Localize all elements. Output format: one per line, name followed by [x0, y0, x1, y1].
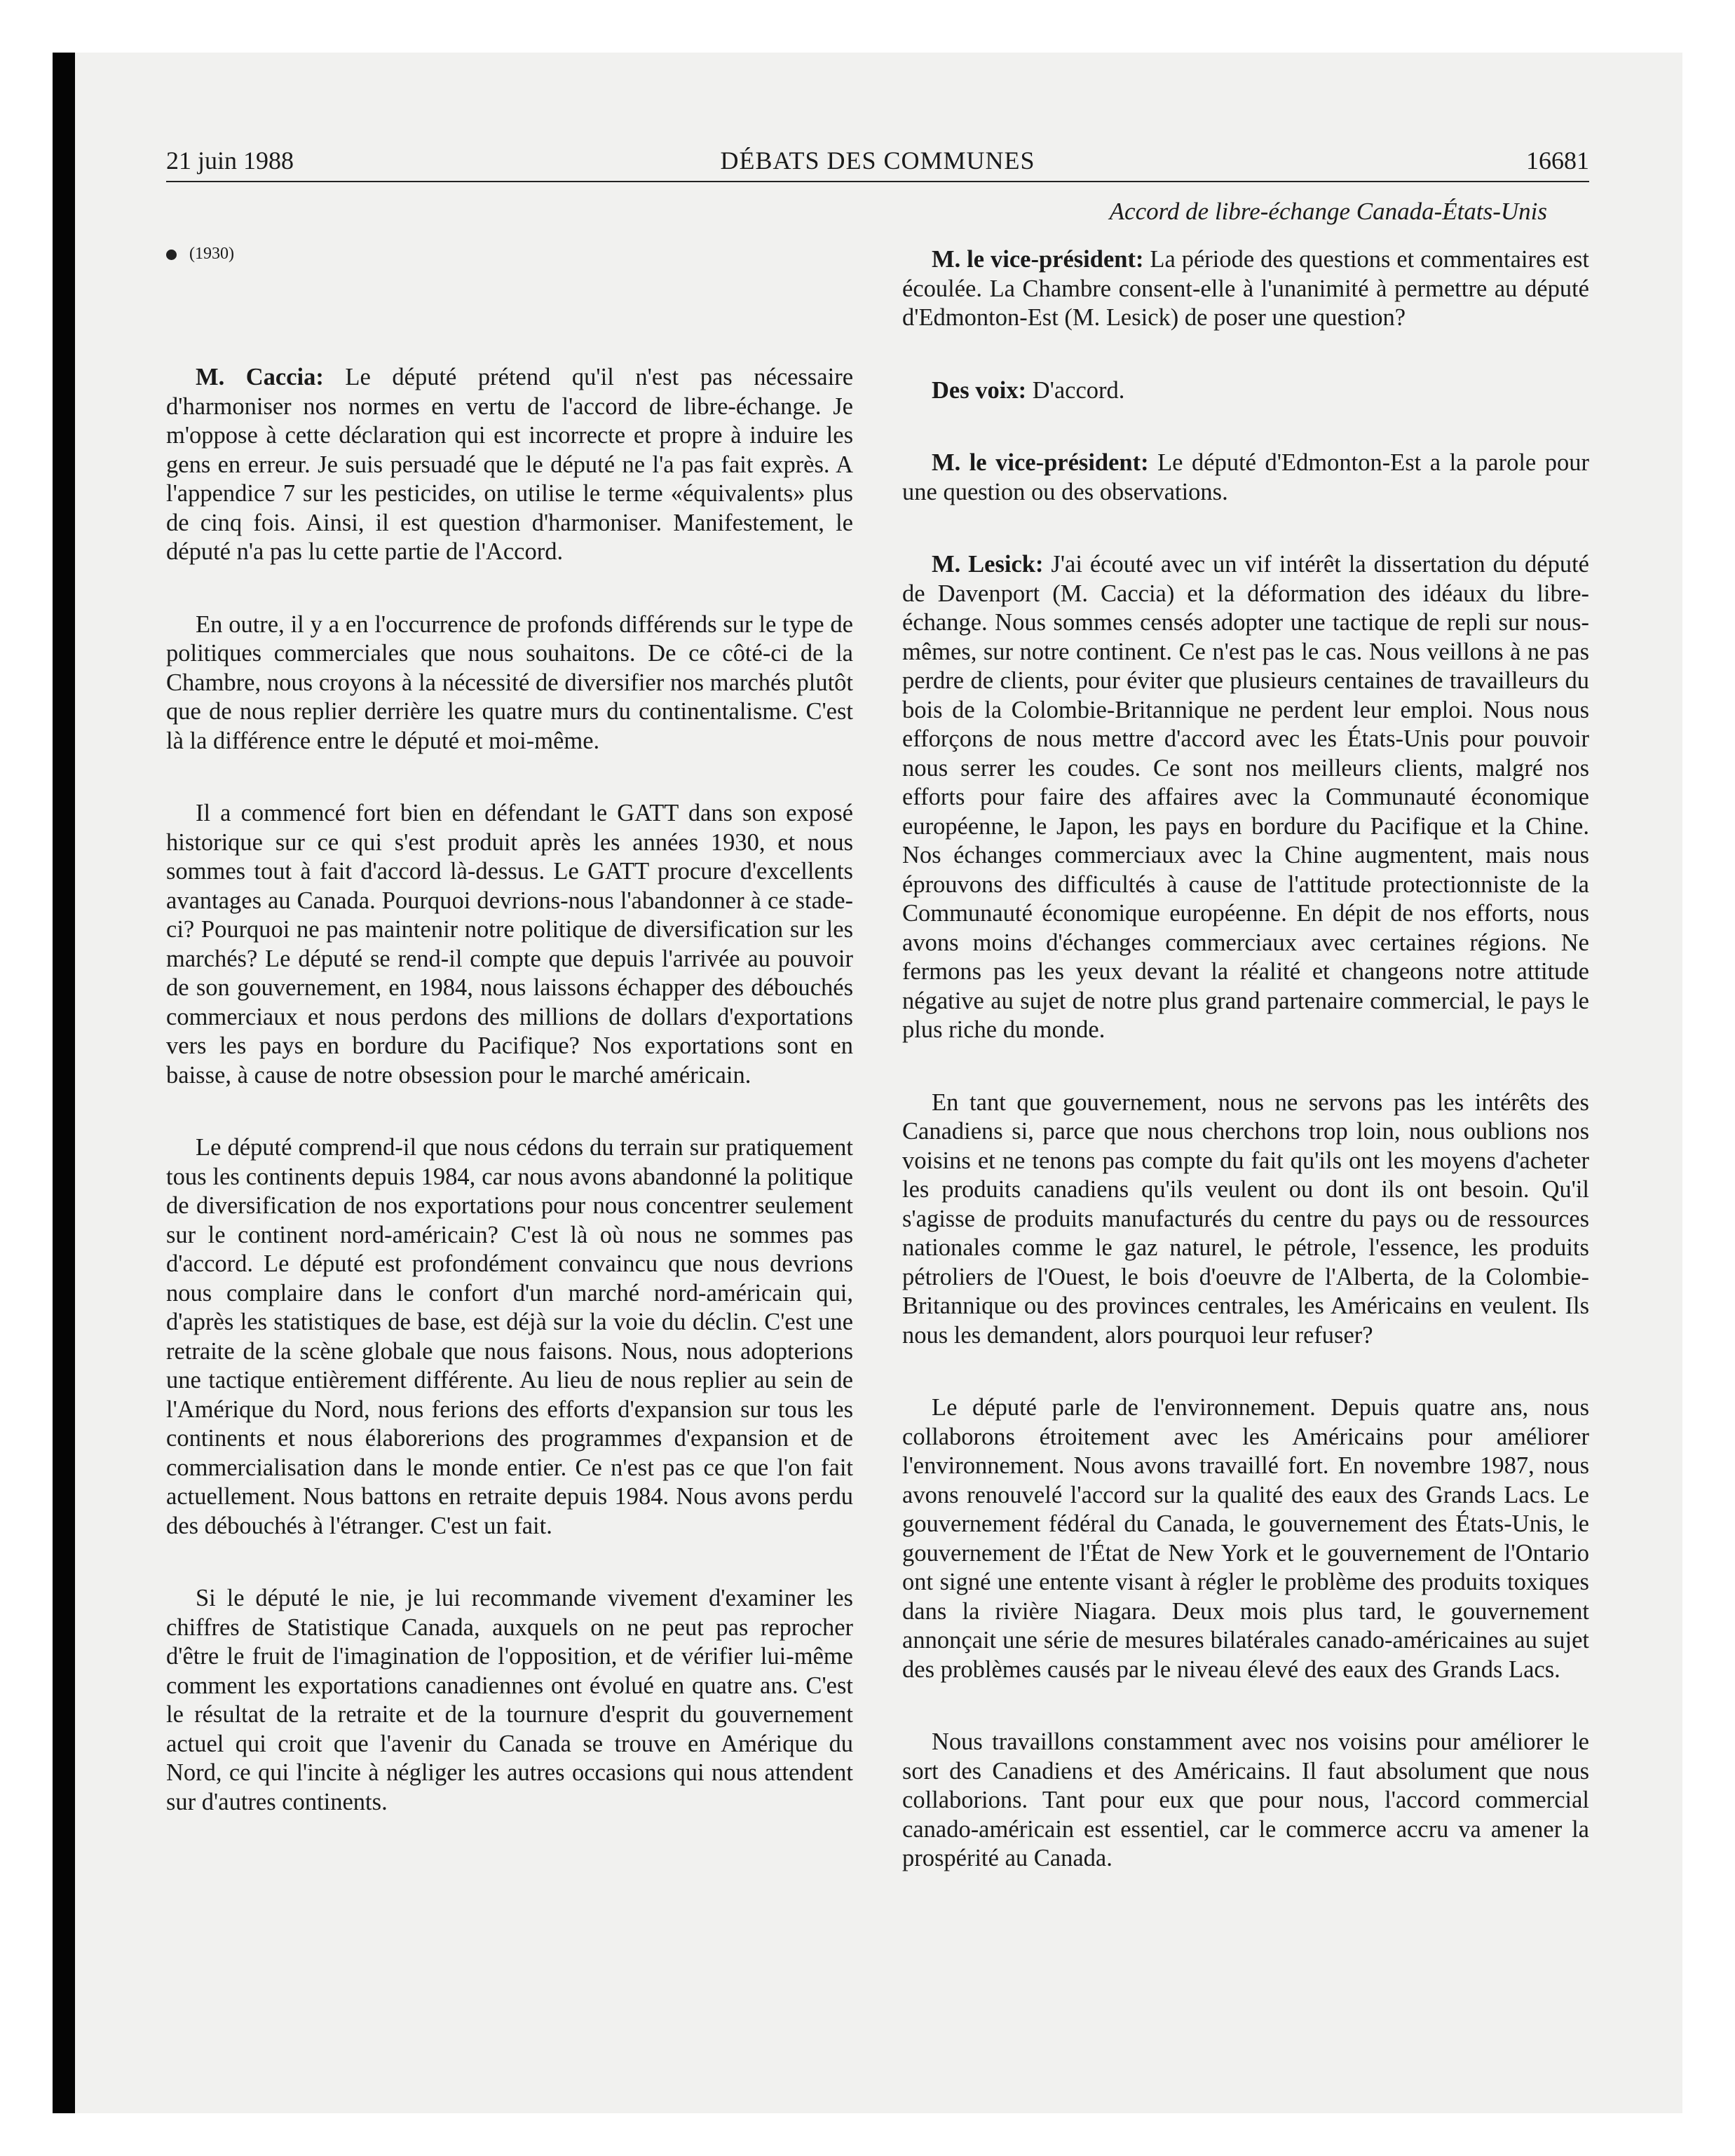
paragraph-text: La période des questions et commentaires est écoulée. La Chambre consent-elle à l'unanimité à permettre au député d'Edmonton-Est (M. Lesick) de poser une question?: [902, 246, 1589, 331]
paragraph: [902, 376, 1589, 406]
paragraph-text: Si le député le nie, je lui recommande vivement d'examiner les chiffres de Statistique Canada, auxquels on ne peut pas reprocher d'être le fruit de l'imagination de l'opposition, et de vérifier lui-même comment les exportations canadiennes ont évolué en quatre ans. C'est le résultat de la retraite et de la tournure d'esprit du gouvernement actuel qui croit que l'avenir du Canada se trouve en Amérique du Nord, ce qui l'incite à négliger les autres occasions qui nous attendent sur d'autres continents.: [166, 1585, 853, 1815]
paragraph: [902, 550, 1589, 1045]
paragraph: [166, 1584, 853, 1817]
header-date: 21 juin 1988: [166, 146, 294, 175]
bullet-icon: [166, 250, 177, 260]
page-number: 16681: [1526, 146, 1589, 175]
paragraph: [902, 1089, 1589, 1351]
section-title: Accord de libre-échange Canada-États-Unis: [1109, 198, 1547, 225]
paragraph: [902, 1728, 1589, 1874]
page-header: [166, 144, 1589, 182]
paragraph-text: J'ai écouté avec un vif intérêt la dissertation du député de Davenport (M. Caccia) et la déformation des idéaux du libre-échange. Nous sommes censés adopter une tactique de repli sur nous-mêmes, sur notre continent. Ce n'est pas le cas. Nous veillons à ne pas perdre de clients, pour éviter que plusieurs centaines de travailleurs du bois de la Colombie-Britannique ne perdent leur emploi. Nous nous efforçons de nous mettre d'accord avec les États-Unis pour pouvoir nous serrer les coudes. Ce sont nos meilleurs clients, malgré nos efforts pour faire des affaires avec la Communauté économique européenne, le Japon, les pays en bordure du Pacifique et la Chine. Nos échanges commerciaux avec la Chine augmentent, mais nous éprouvons des difficultés à cause de l'attitude protectionniste de la Communauté économique européenne. En dépit de nos efforts, nous avons moins d'échanges commerciaux avec certaines régions. Ne fermons pas les yeux devant la réalité et changeons notre attitude négative au sujet de notre plus grand partenaire commercial, le pays le plus riche du monde.: [902, 551, 1589, 1043]
binding-edge: [53, 53, 75, 2113]
right-column: [902, 196, 1589, 1874]
timestamp-text: (1930): [189, 245, 234, 263]
paragraph: [902, 1393, 1589, 1684]
paragraph: [902, 449, 1589, 507]
speaker-name: M. le vice-président:: [932, 449, 1149, 476]
paragraph-text: Le député parle de l'environnement. Depuis quatre ans, nous collaborons étroitement avec les Américains pour améliorer l'environnement. Nous avons travaillé fort. En novembre 1987, nous avons renouvelé l'accord sur la qualité des eaux des Grands Lacs. Le gouvernement fédéral du Canada, le gouvernement des États-Unis, le gouvernement de l'État de New York et le gouvernement de l'Ontario ont signé une entente visant à régler le problème des produits toxiques dans la rivière Niagara. Deux mois plus tard, le gouvernement annonçait une série de mesures bilatérales canado-américaines au sujet des problèmes causés par le niveau élevé des eaux des Grands Lacs.: [902, 1394, 1589, 1683]
header-title: DÉBATS DES COMMUNES: [720, 146, 1035, 175]
paragraph-text: Le député prétend qu'il n'est pas nécessaire d'harmoniser nos normes en vertu de l'accord de libre-échange. Je m'oppose à cette déclaration qui est incorrecte et propre à induire les gens en erreur. Je suis persuadé que le député ne l'a pas fait exprès. A l'appendice 7 sur les pesticides, on utilise le terme «équivalents» plus de cinq fois. Ainsi, il est question d'harmoniser. Manifestement, le député n'a pas lu cette partie de l'Accord.: [166, 364, 854, 565]
speaker-name: Des voix:: [932, 376, 1027, 404]
paragraph: [166, 363, 853, 567]
paragraph-text: D'accord.: [1026, 376, 1125, 404]
paragraph: [166, 610, 853, 756]
speaker-name: M. Lesick:: [932, 551, 1044, 578]
speaker-name: M. le vice-président:: [932, 246, 1144, 273]
timestamp-marker: [166, 243, 853, 265]
paragraph-text: Nous travaillons constamment avec nos voisins pour améliorer le sort des Canadiens et des Américains. Il faut absolument que nous collaborions. Tant pour eux que pour nous, l'accord commercial canado-américain est essentiel, car le commerce accru va amener la prospérité au Canada.: [902, 1728, 1589, 1871]
paragraph: [166, 799, 853, 1090]
paragraph-text: Le député d'Edmonton-Est a la parole pour une question ou des observations.: [902, 449, 1590, 505]
left-column: [166, 196, 853, 1817]
paragraph: [902, 245, 1589, 333]
speaker-name: M. Caccia:: [196, 364, 324, 390]
paragraph: [166, 1133, 853, 1541]
paragraph-text: Le député comprend-il que nous cédons du terrain sur pratiquement tous les continents depuis 1984, car nous avons abandonné la politique de diversification de nos exportations pour nous concentrer seulement sur le continent nord-américain? C'est là où nous ne sommes pas d'accord. Le député est profondément convaincu que nous devrions nous complaire dans le confort d'un marché nord-américain qui, d'après les statistiques de base, est déjà sur la voie du déclin. C'est une retraite de la scène globale que nous faisons. Nous, nous adopterions une tactique entièrement différente. Au lieu de nous replier au sein de l'Amérique du Nord, nous ferions des efforts d'expansion sur tous les continents et nous élaborerions des programmes d'expansion et de commercialisation dans le monde entier. Ce n'est pas ce que l'on fait actuellement. Nous battons en retraite depuis 1984. Nous avons perdu des débouchés à l'étranger. C'est un fait.: [166, 1134, 853, 1539]
paragraph-text: Il a commencé fort bien en défendant le GATT dans son exposé historique sur ce qui s'est produit après les années 1930, et nous sommes tout à fait d'accord là-dessus. Le GATT procure d'excellents avantages au Canada. Pourquoi devrions-nous l'abandonner à ce stade-ci? Pourquoi ne pas maintenir notre politique de diversification sur les marchés? Le député se rend-il compte que depuis l'arrivée au pouvoir de son gouvernement, en 1984, nous laissons échapper des débouchés commerciaux et nous perdons des millions de dollars d'exportations vers les pays en bordure du Pacifique? Nos exportations sont en baisse, à cause de notre obsession pour le marché américain.: [166, 800, 853, 1089]
paragraph-text: En tant que gouvernement, nous ne servons pas les intérêts des Canadiens si, parce que nous cherchons trop loin, nous oublions nos voisins et ne tenons pas compte du fait qu'ils ont les moyens d'acheter les produits canadiens qu'ils veulent ou dont ils ont besoin. Qu'il s'agisse de produits manufacturés du centre du pays ou de ressources nationales comme le gaz naturel, le pétrole, l'essence, les produits pétroliers de l'Ouest, le bois d'oeuvre de l'Alberta, de la Colombie-Britannique ou des provinces centrales, les Américains en veulent. Ils nous les demandent, alors pourquoi leur refuser?: [902, 1089, 1589, 1349]
paragraph-text: En outre, il y a en l'occurrence de profonds différends sur le type de politiques commerciales que nous souhaitons. De ce côté-ci de la Chambre, nous croyons à la nécessité de diversifier nos marchés plutôt que de nous replier derrière les quatre murs du continentalisme. C'est là la différence entre le député et moi-même.: [166, 610, 853, 754]
